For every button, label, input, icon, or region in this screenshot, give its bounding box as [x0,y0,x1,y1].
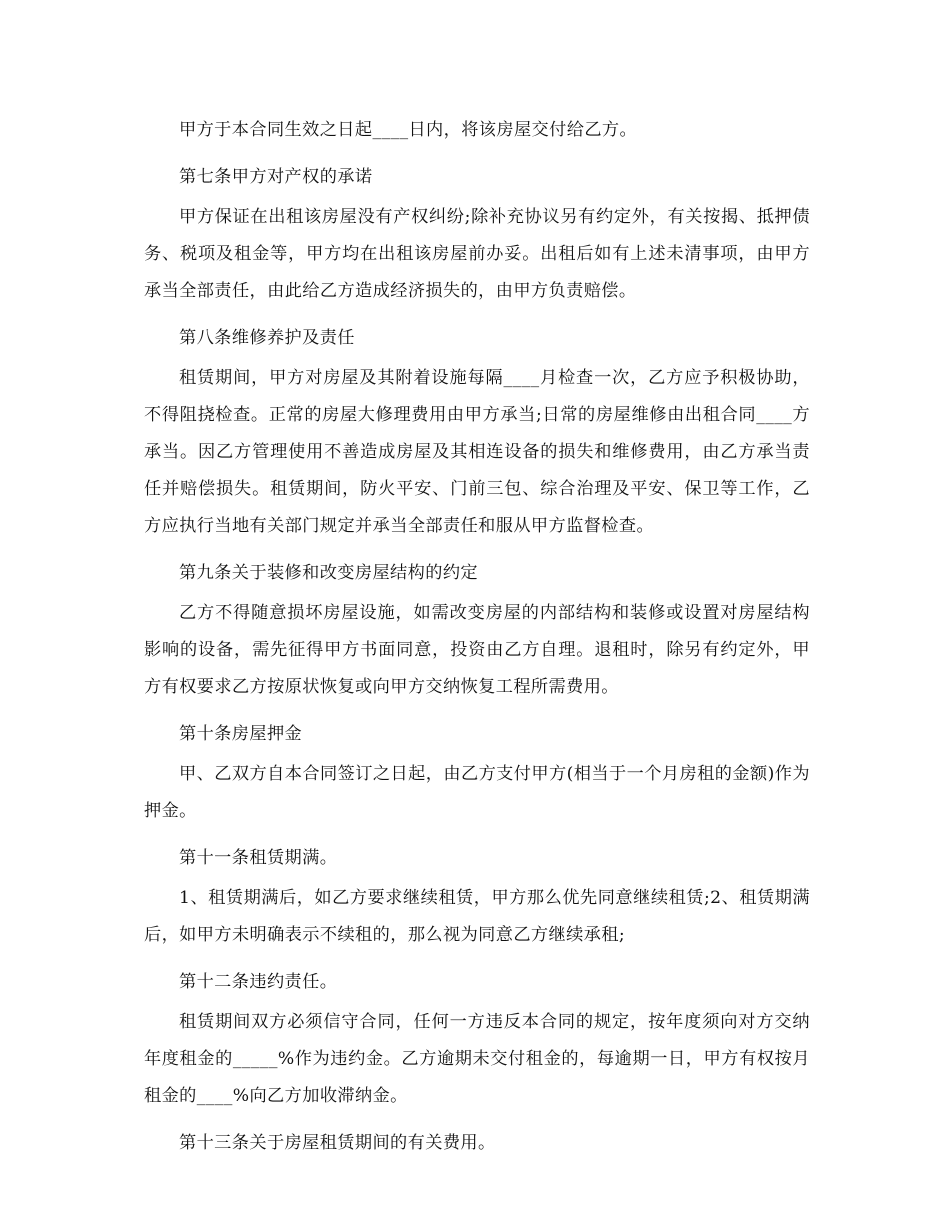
heading-article-11: 第十一条租赁期满。 [179,848,338,868]
document-body [144,112,810,1165]
heading-article-7: 第七条甲方对产权的承诺 [179,167,373,187]
paragraph-article-9: 乙方不得随意损坏房屋设施，如需改变房屋的内部结构和装修或设置对房屋结构影响的设备，需先征得甲方书面同意，投资由乙方自理。退租时，除另有约定外，甲方有权要求乙方按原状恢复或向甲方交纳恢复工程所需费用。 [144,603,810,697]
paragraph-article-11: 1、租赁期满后，如乙方要求继续租赁，甲方那么优先同意继续租赁;2、租赁期满后，如甲方未明确表示不续租的，那么视为同意乙方继续承租; [144,888,810,945]
paragraph-article-7: 甲方保证在出租该房屋没有产权纠纷;除补充协议另有约定外，有关按揭、抵押债务、税项及租金等，甲方均在出租该房屋前办妥。出租后如有上述未清事项，由甲方承当全部责任，由此给乙方造成经济损失的，由甲方负责赔偿。 [144,207,810,301]
paragraph-article-10: 甲、乙双方自本合同签订之日起，由乙方支付甲方(相当于一个月房租的金额)作为押金。 [144,764,810,821]
paragraph-article-8: 租赁期间，甲方对房屋及其附着设施每隔____月检查一次，乙方应予积极协助，不得阻挠检查。正常的房屋大修理费用由甲方承当;日常的房屋维修由出租合同____方承当。因乙方管理使用不善造成房屋及其相连设备的损失和维修费用，由乙方承当责任并赔偿损失。租赁期间，防火平安、门前三包、综合治理及平安、保卫等工作，乙方应执行当地有关部门规定并承当全部责任和服从甲方监督检查。 [144,368,810,536]
paragraph-delivery: 甲方于本合同生效之日起____日内，将该房屋交付给乙方。 [179,120,638,140]
heading-article-9: 第九条关于装修和改变房屋结构的约定 [179,563,478,583]
paragraph-article-12: 租赁期间双方必须信守合同，任何一方违反本合同的规定，按年度须向对方交纳年度租金的_____%作为违约金。乙方逾期未交付租金的，每逾期一日，甲方有权按月租金的____%向乙方加收滞纳金。 [144,1012,810,1106]
heading-article-10: 第十条房屋押金 [179,724,303,744]
heading-article-12: 第十二条违约责任。 [179,972,338,992]
heading-article-8: 第八条维修养护及责任 [179,328,355,348]
heading-article-13: 第十三条关于房屋租赁期间的有关费用。 [179,1133,496,1153]
